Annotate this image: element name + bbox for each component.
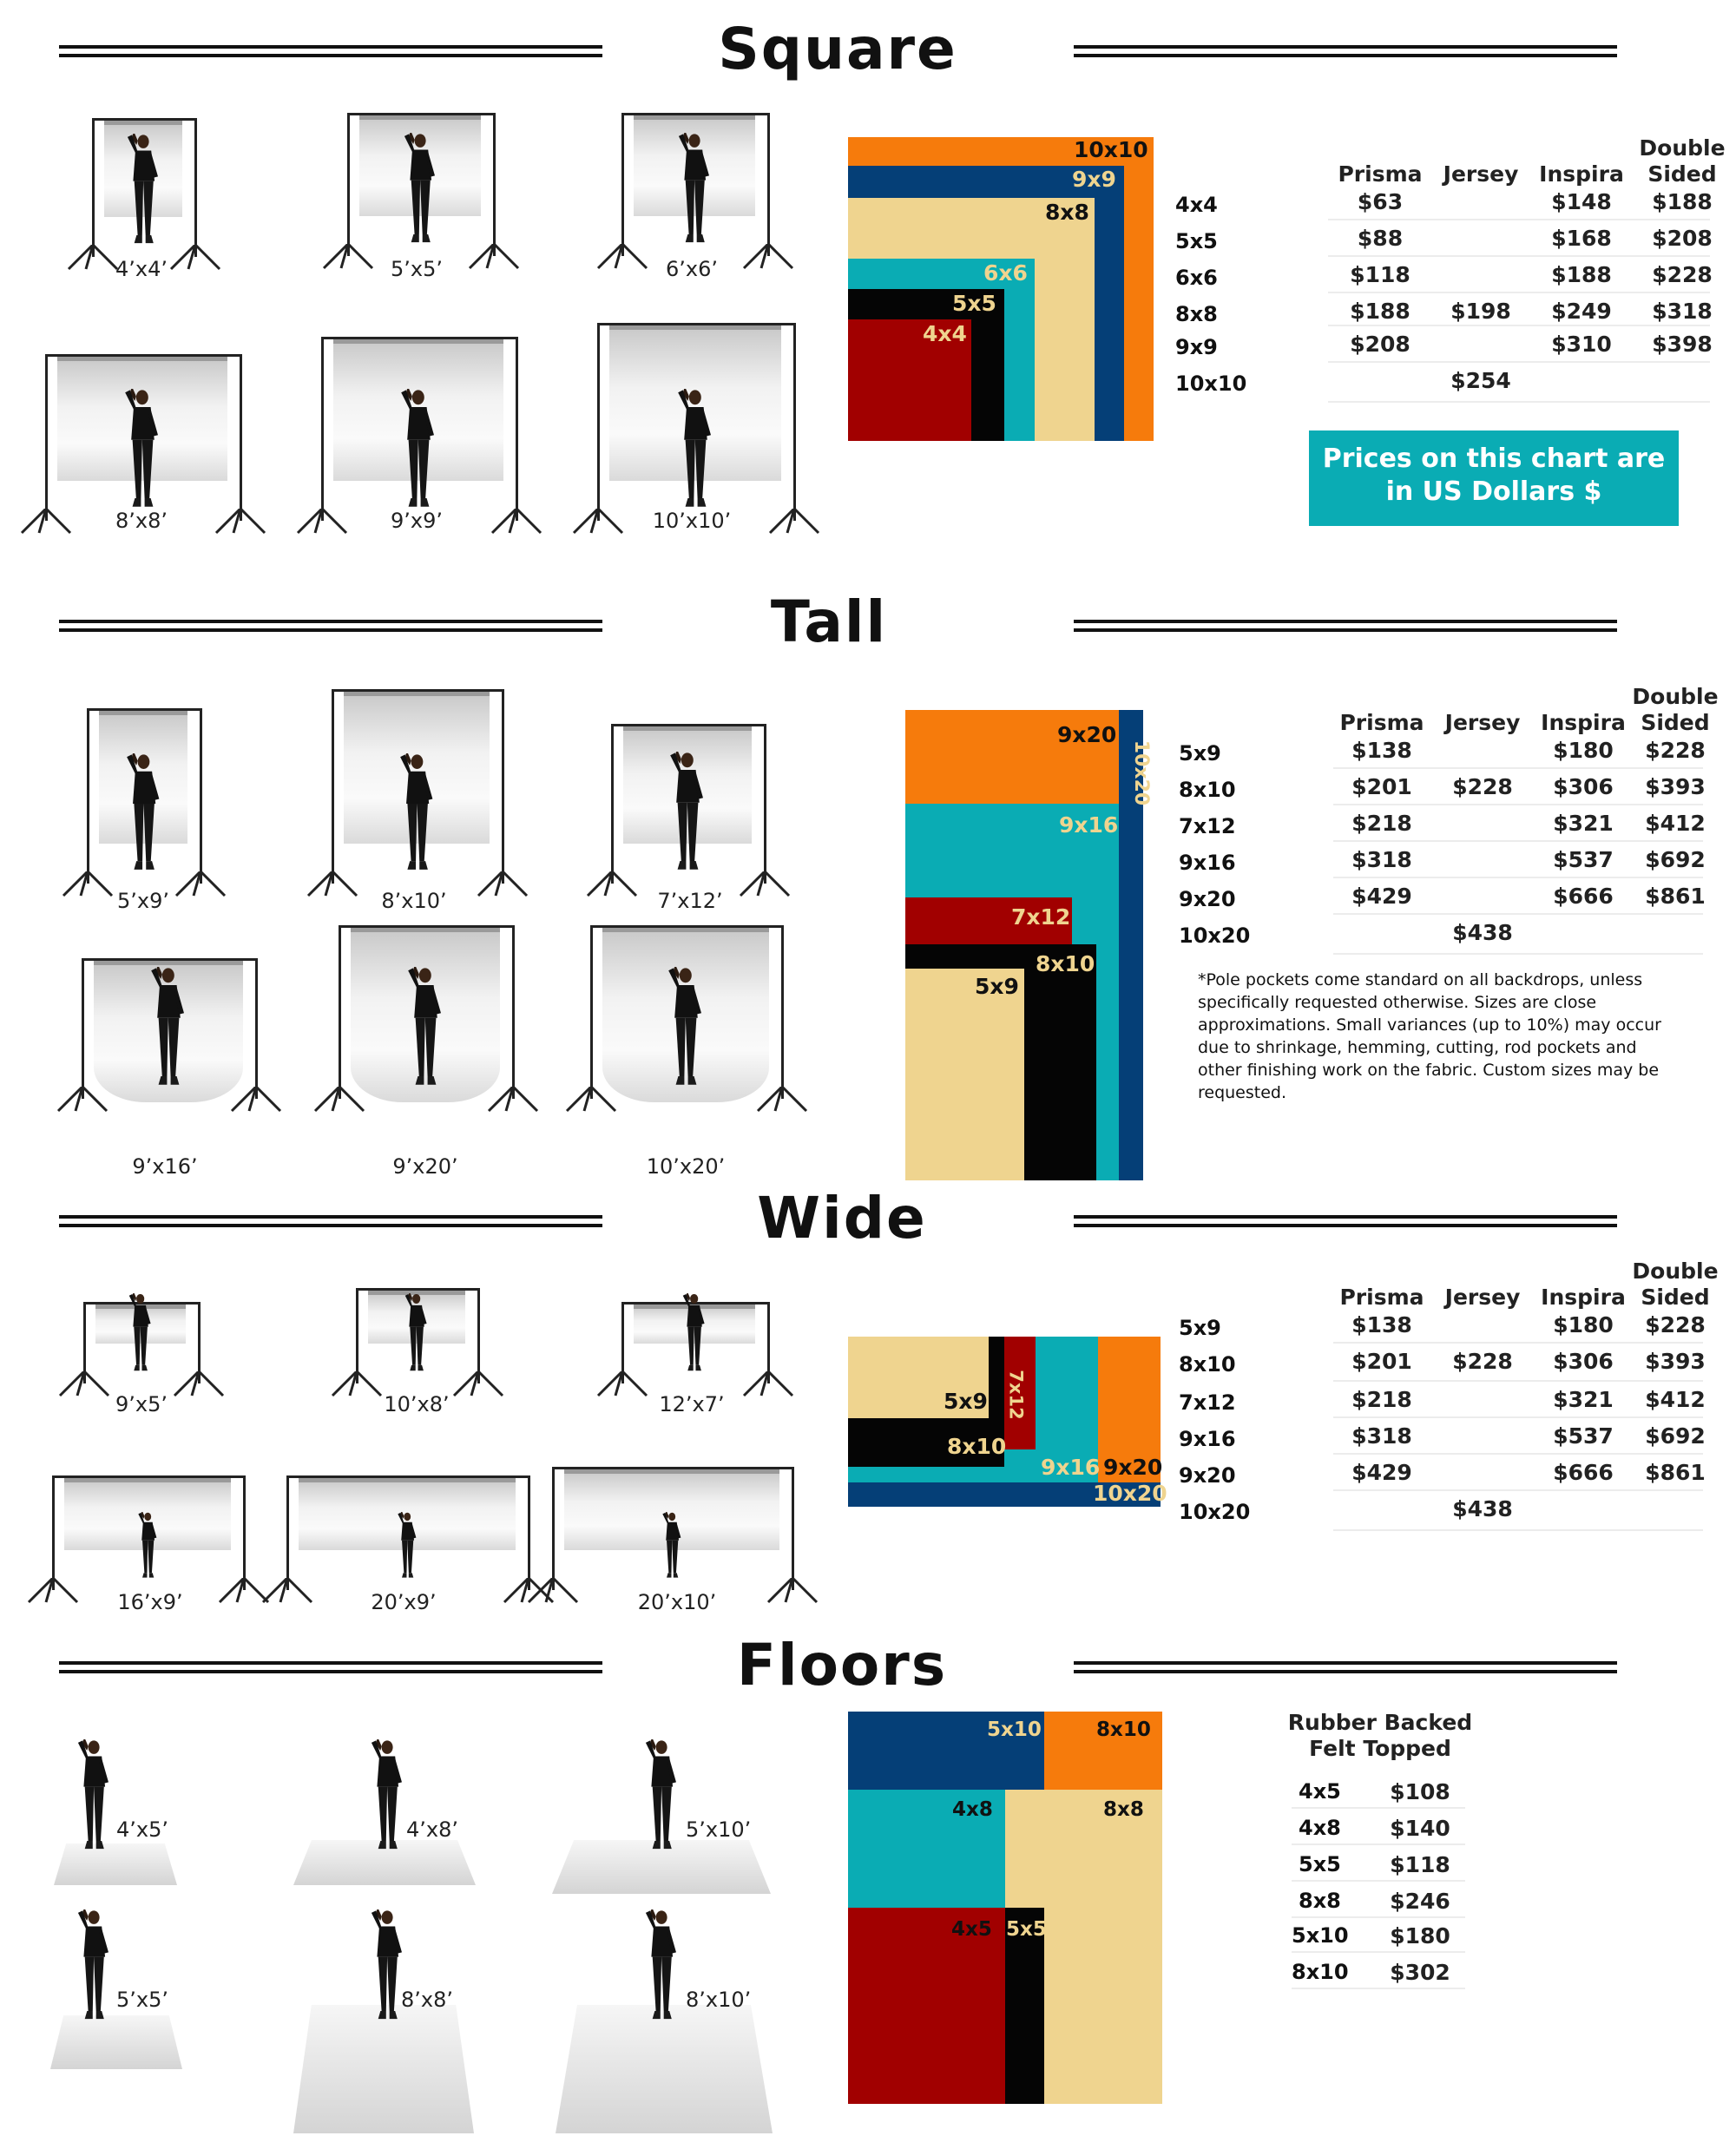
crossbar [611,724,764,726]
model-figure [398,389,439,510]
crossbar [286,1475,528,1478]
price-cell: $246 [1390,1889,1450,1914]
table-header: Prisma [1339,710,1424,735]
model-figure-wrap [122,389,163,514]
price-cell: $118 [1350,262,1410,287]
model-figure-wrap [396,1512,419,1583]
size-label: 9x20 [1179,1463,1236,1488]
size-label: 7x12 [1179,1390,1236,1415]
model-figure [681,1293,707,1373]
price-cell: $140 [1390,1816,1450,1841]
stand-pole [45,354,48,521]
model-figure [665,967,707,1088]
price-cell: $148 [1551,189,1612,214]
model-figure-wrap [136,1512,160,1583]
model-figure [397,753,437,873]
stand-pole [332,689,334,884]
price-cell: $218 [1351,811,1412,836]
crossbar [621,113,767,115]
stand-pole [356,1288,358,1383]
section-title-floors: Floors [736,1632,948,1699]
price-cell: $201 [1351,774,1412,799]
chart-label: 8x10 [947,1434,1007,1459]
chart-label: 9x16 [1059,812,1119,838]
backdrop-size-caption: 9’x9’ [391,509,443,533]
price-cell: $321 [1553,811,1614,836]
row-divider [1333,1529,1703,1531]
size-label: 10x20 [1179,923,1251,948]
crossbar [45,354,240,357]
chart-label: 10x20 [1130,739,1153,806]
price-cell: $138 [1351,1312,1412,1337]
price-cell: $201 [1351,1349,1412,1374]
tripod-legs [572,509,624,535]
backdrop-size-caption: 10’x8’ [384,1392,450,1416]
chart-label: 9x9 [1072,167,1116,192]
size-label: 9x16 [1179,1427,1236,1451]
row-divider [1333,1489,1703,1491]
tripod-legs [56,1087,108,1113]
stand-pole [87,708,89,884]
tripod-legs [27,1578,79,1604]
stand-pole [52,1475,55,1590]
price-cell: $537 [1553,1423,1614,1449]
size-label: 8x10 [1179,778,1236,802]
model-figure-wrap [398,389,439,514]
tripod-legs [477,871,529,897]
chart-label: 10x10 [1074,137,1148,162]
row-divider [1328,401,1710,403]
size-label: 5x5 [1299,1852,1341,1876]
stand-pole [792,1467,794,1590]
backdrop-size-caption: 4’x4’ [115,257,168,281]
price-cell: $537 [1553,847,1614,872]
model-figure-wrap [124,134,162,250]
price-cell: $398 [1652,332,1713,357]
model-figure-wrap [665,967,707,1092]
model-figure [136,1512,160,1580]
row-divider [1333,767,1703,769]
chart-label: 4x4 [923,321,967,346]
backdrop-size-caption: 16’x9’ [117,1590,183,1614]
model-figure-wrap [642,1739,681,1856]
price-cell: $254 [1450,368,1511,393]
table-header: Prisma [1338,161,1423,187]
chart-label: 8x8 [1103,1798,1144,1821]
chart-label: 7x12 [1005,1370,1027,1420]
price-cell: $318 [1351,847,1412,872]
model-figure-wrap [127,1293,154,1377]
row-divider [1333,1416,1703,1418]
stand-pole [793,323,796,521]
floor-size-caption: 5’x10’ [686,1817,752,1842]
model-figure [127,1293,154,1373]
price-cell: $218 [1351,1387,1412,1412]
backdrop-size-caption: 20’x9’ [371,1590,437,1614]
price-cell: $306 [1553,774,1614,799]
price-cell: $318 [1652,299,1713,324]
price-cell: $249 [1551,299,1612,324]
price-cell: $138 [1351,738,1412,763]
section-rule [1074,1215,1617,1227]
price-cell: $188 [1551,262,1612,287]
table-header: Jersey [1444,1285,1521,1310]
price-cell: $306 [1553,1349,1614,1374]
tripod-legs [527,1578,579,1604]
stand-pole [321,337,324,521]
backdrop-size-caption: 9’x16’ [132,1154,198,1179]
size-label: 6x6 [1175,266,1218,290]
row-divider [1333,1342,1703,1344]
stand-pole [516,337,518,521]
floor-size-caption: 8’x8’ [401,1988,453,2012]
price-cell: $412 [1645,1387,1706,1412]
floor-plane [50,2015,182,2069]
stand-pole [255,958,258,1099]
backdrop-size-caption: 9’x5’ [115,1392,168,1416]
price-cell: $302 [1390,1960,1450,1985]
price-cell: $310 [1551,332,1612,357]
price-cell: $321 [1553,1387,1614,1412]
crossbar [552,1467,792,1469]
section-rule [59,620,602,632]
table-header: Inspira [1539,161,1624,187]
table-header: Inspira [1541,710,1626,735]
stand-pole [552,1467,555,1590]
row-divider [1292,1880,1465,1882]
backdrop-size-caption: 7’x12’ [657,889,723,913]
model-figure [661,1512,684,1580]
tall-chart-5x9 [905,969,1024,1180]
stand-pole [502,689,504,884]
model-figure [75,1909,113,2022]
tripod-legs [313,1087,365,1113]
row-divider [1333,953,1703,955]
row-divider [1333,877,1703,878]
crossbar [332,689,502,692]
tripod-legs [20,509,72,535]
table-header: Double Sided [1632,1259,1719,1310]
price-cell: $429 [1351,884,1412,909]
size-label: 4x4 [1175,193,1218,217]
price-cell: $63 [1357,189,1404,214]
crossbar [347,113,493,115]
price-cell: $393 [1645,1349,1706,1374]
size-label: 8x10 [1179,1352,1236,1377]
row-divider [1328,255,1710,257]
price-cell: $208 [1350,332,1410,357]
section-rule [59,45,602,57]
price-cell: $188 [1652,189,1713,214]
price-cell: $228 [1452,774,1513,799]
model-figure-wrap [667,752,708,877]
chart-label: 5x5 [1006,1918,1047,1941]
price-cell: $188 [1350,299,1410,324]
price-cell: $318 [1351,1423,1412,1449]
price-cell: $861 [1645,1460,1706,1485]
row-divider [1292,1843,1465,1845]
chart-label: 5x9 [944,1389,988,1414]
table-header: Rubber Backed Felt Topped [1287,1710,1473,1761]
section-rule [1074,1661,1617,1673]
row-divider [1292,1916,1465,1918]
crossbar [356,1288,477,1291]
chart-label: 7x12 [1011,904,1071,930]
backdrop-size-caption: 5’x5’ [391,257,443,281]
table-header: Jersey [1443,161,1519,187]
size-label: 5x9 [1179,1316,1221,1340]
stand-pole [200,708,202,884]
tripod-legs [230,1087,282,1113]
size-label: 9x20 [1179,887,1236,911]
crossbar [87,708,200,711]
model-figure [674,389,716,510]
price-cell: $429 [1351,1460,1412,1485]
backdrop-size-caption: 20’x10’ [637,1590,717,1614]
floor-size-caption: 8’x10’ [686,1988,752,2012]
section-title-square: Square [718,16,957,82]
model-figure [642,1739,681,1852]
price-cell: $393 [1645,774,1706,799]
crossbar [92,118,194,121]
tripod-legs [766,1578,819,1604]
row-divider [1333,840,1703,842]
model-figure-wrap [401,133,439,249]
crossbar [590,925,781,928]
row-divider [1328,219,1710,220]
model-figure [675,133,713,246]
floors-size-chart [848,1712,1162,2104]
stand-pole [590,925,593,1099]
stand-pole [92,118,95,257]
chart-label: 4x5 [951,1918,992,1941]
chart-label: 10x20 [1093,1481,1167,1506]
tripod-legs [756,1087,808,1113]
chart-label: 5x5 [952,291,996,316]
stand-pole [347,113,350,256]
model-figure-wrap [404,967,446,1092]
square-size-chart [848,137,1154,441]
price-cell: $198 [1450,299,1511,324]
model-figure [667,752,708,873]
stand-pole [477,1288,480,1383]
price-cell: $228 [1452,1349,1513,1374]
model-figure-wrap [642,1909,681,2026]
stand-pole [512,925,515,1099]
stand-pole [781,925,784,1099]
model-figure-wrap [397,753,437,877]
crossbar [82,958,255,961]
section-title-tall: Tall [770,588,888,655]
price-cell: $88 [1357,226,1404,251]
backdrop-size-caption: 10’x20’ [646,1154,726,1179]
chart-label: 5x9 [975,974,1019,999]
stand-pole [764,724,766,884]
price-cell: $180 [1553,738,1614,763]
chart-label: 9x20 [1057,722,1117,747]
section-rule [59,1215,602,1227]
price-cell: $666 [1553,884,1614,909]
stand-pole [493,113,496,256]
model-figure-wrap [661,1512,684,1583]
chart-label: 9x20 [1103,1455,1163,1480]
size-label: 4x5 [1299,1779,1341,1804]
table-header: Double Sided [1632,684,1719,735]
stand-pole [621,113,624,256]
price-cell: $438 [1452,1496,1513,1521]
row-divider [1333,804,1703,805]
crossbar [339,925,512,928]
chart-label: 4x8 [952,1798,993,1821]
currency-notice: Prices on this chart are in US Dollars $ [1309,430,1679,526]
chart-label: 6x6 [983,260,1028,286]
price-cell: $692 [1645,847,1706,872]
table-header: Inspira [1541,1285,1626,1310]
size-label: 8x10 [1292,1960,1349,1984]
size-label: 10x10 [1175,371,1247,396]
price-cell: $412 [1645,811,1706,836]
size-label: 9x9 [1175,335,1218,359]
row-divider [1328,325,1710,326]
row-divider [1328,361,1710,363]
model-figure-wrap [403,1293,430,1377]
section-rule [1074,620,1617,632]
tripod-legs [214,509,266,535]
model-figure-wrap [75,1909,113,2026]
chart-label: 5x10 [987,1719,1042,1741]
tripod-legs [565,1087,617,1113]
model-figure-wrap [681,1293,707,1377]
floor-size-caption: 4’x8’ [406,1817,458,1842]
model-figure [403,1293,430,1373]
table-header: Double Sided [1639,135,1726,187]
backdrop-size-caption: 12’x7’ [659,1392,725,1416]
price-cell: $228 [1645,738,1706,763]
row-divider [1333,1380,1703,1382]
model-figure-wrap [368,1739,406,1856]
size-label: 4x8 [1299,1816,1341,1840]
model-figure [75,1739,113,1852]
price-cell: $118 [1390,1852,1450,1877]
model-figure [124,134,162,246]
model-figure [642,1909,681,2022]
row-divider [1292,1988,1465,1989]
model-figure [404,967,446,1088]
size-label: 7x12 [1179,814,1236,838]
size-label: 10x20 [1179,1500,1251,1524]
tripod-legs [487,1087,539,1113]
price-cell: $108 [1390,1779,1450,1804]
size-label: 5x5 [1175,229,1218,253]
model-figure-wrap [123,753,164,877]
section-title-wide: Wide [757,1185,927,1252]
model-figure [396,1512,419,1580]
floor-size-caption: 4’x5’ [116,1817,168,1842]
model-figure [148,967,189,1088]
stand-pole [194,118,197,257]
table-header: Prisma [1339,1285,1424,1310]
stand-pole [82,958,84,1099]
price-cell: $208 [1652,226,1713,251]
chart-label: 8x10 [1096,1719,1151,1741]
stand-pole [339,925,341,1099]
stand-pole [767,113,770,256]
backdrop-size-caption: 9’x20’ [392,1154,458,1179]
model-figure [401,133,439,246]
backdrop-size-caption: 8’x10’ [381,889,447,913]
row-divider [1328,292,1710,293]
row-divider [1292,1807,1465,1809]
row-divider [1292,1951,1465,1953]
section-rule [59,1661,602,1673]
stand-pole [611,724,614,884]
price-cell: $228 [1652,262,1713,287]
size-label: 9x16 [1179,851,1236,875]
crossbar [321,337,516,339]
backdrop-size-caption: 10’x10’ [652,509,732,533]
table-header: Jersey [1444,710,1521,735]
size-label: 5x9 [1179,741,1221,766]
chart-label: 8x8 [1045,200,1089,225]
stand-pole [286,1475,289,1590]
crossbar [597,323,793,325]
model-figure-wrap [674,389,716,514]
pole-pocket-note: *Pole pockets come standard on all backdrops, unless specifically requested otherwise. Sizes are close approximations. Small variances (up to 10%) may occur due to shrinkage, hemming, cutting, rod pockets and other finishing work on the fabric. Custom sizes may be requested. [1198,970,1661,1102]
price-cell: $228 [1645,1312,1706,1337]
backdrop-size-caption: 6’x6’ [666,257,718,281]
chart-label: 9x16 [1041,1455,1101,1480]
chart-label: 8x10 [1036,951,1095,976]
price-cell: $168 [1551,226,1612,251]
backdrop-size-caption: 8’x8’ [115,509,168,533]
model-figure-wrap [75,1739,113,1856]
wide-size-chart [848,1337,1167,1507]
stand-pole [243,1475,246,1590]
size-label: 8x8 [1299,1889,1341,1913]
price-cell: $180 [1553,1312,1614,1337]
price-cell: $692 [1645,1423,1706,1449]
price-cell: $180 [1390,1923,1450,1949]
tripod-legs [768,509,820,535]
backdrop-size-caption: 5’x9’ [117,889,169,913]
stand-pole [528,1475,530,1590]
price-cell: $438 [1452,920,1513,945]
model-figure [368,1739,406,1852]
tripod-legs [261,1578,313,1604]
model-figure-wrap [675,133,713,249]
tall-size-chart [905,710,1153,1180]
stand-pole [597,323,600,521]
section-rule [1074,45,1617,57]
price-cell: $666 [1553,1460,1614,1485]
tripod-legs [490,509,542,535]
stand-pole [240,354,242,521]
row-divider [1333,1453,1703,1455]
tripod-legs [296,509,348,535]
model-figure-wrap [148,967,189,1092]
floor-size-caption: 5’x5’ [116,1988,168,2012]
size-label: 8x8 [1175,302,1218,326]
floor-plane [54,1843,177,1885]
model-figure [123,753,164,873]
size-label: 5x10 [1292,1923,1349,1948]
row-divider [1333,913,1703,915]
price-cell: $861 [1645,884,1706,909]
model-figure [122,389,163,510]
crossbar [52,1475,243,1478]
